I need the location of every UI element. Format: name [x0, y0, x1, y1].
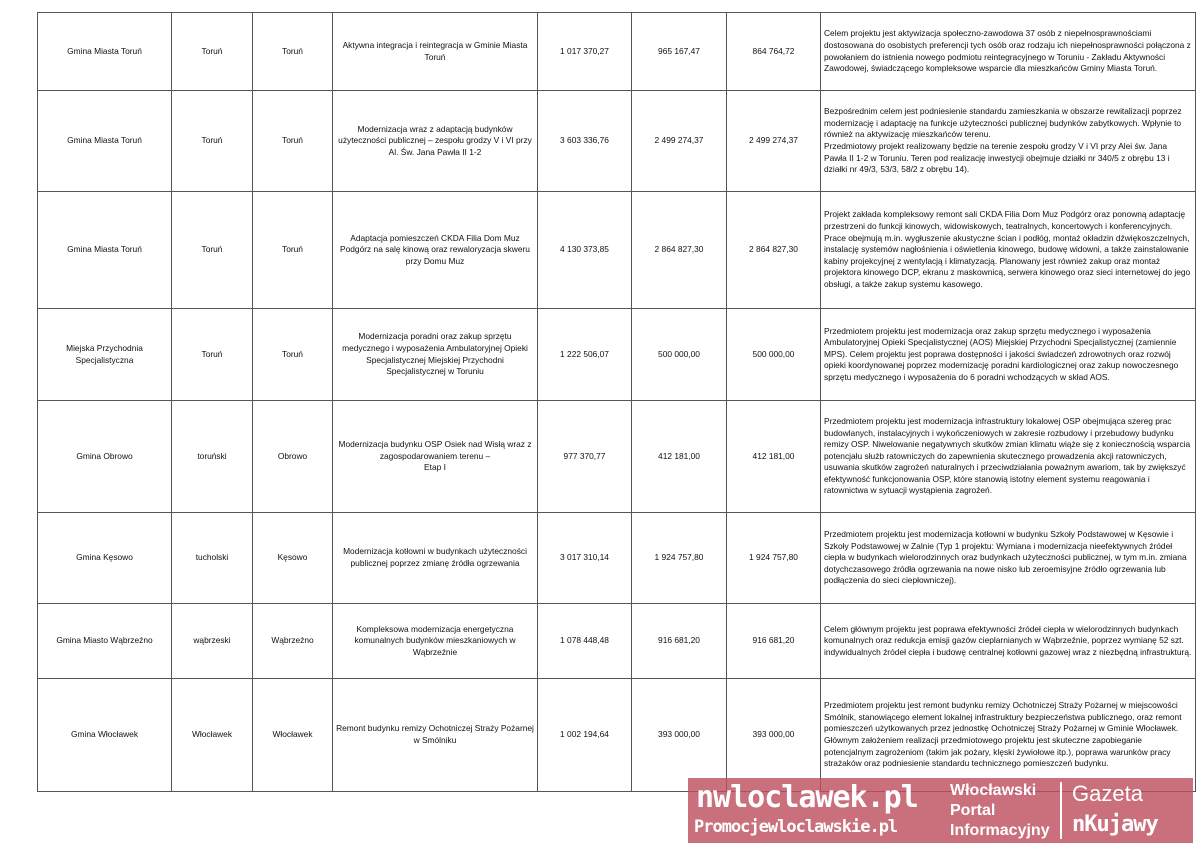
cell-description: Bezpośrednim celem jest podniesienie standardu zamieszkania w obszarze rewitalizacji poprzez modernizację i adaptację na funkcje użyteczności publicznej budynków zabytkowych. Wpłynie to również na aktywizację mieszkańców terenu. Przedmiotowy projekt realizowany będzie na terenie zespołu grodzy V i VI przy Alei św. Jana Pawła II 1-2 w Toruniu. Teren pod realizację inwestycji obejmuje działki nr 340/5 z obrębu 13 i działki nr 49/3, 53/3, 58/2 z obrębu 14).	[821, 91, 1196, 192]
cell-municipality: Toruń	[253, 13, 333, 91]
cell-description: Celem głównym projektu jest poprawa efektywności źródeł ciepła w wielorodzinnych budynkach komunalnych oraz redukcja emisji gazów cieplarnianych w Wąbrzeźnie, poprzez wymianę 52 szt. indywidualnych źródeł ciepła i budowę centralnej kotłowni gazowej wraz z niezbędną infrastrukturą.	[821, 604, 1196, 679]
cell-funding: 393 000,00	[727, 679, 821, 792]
cell-beneficiary: Gmina Włocławek	[38, 679, 172, 792]
cell-total-value: 4 130 373,85	[538, 192, 632, 309]
cell-total-value: 1 002 194,64	[538, 679, 632, 792]
cell-county: wąbrzeski	[172, 604, 253, 679]
cell-description: Projekt zakłada kompleksowy remont sali CKDA Filia Dom Muz Podgórz oraz ponowną adaptację przestrzeni do funkcji kinowych, widowiskowych, teatralnych, koncertowych i konferencyjnych. Prace obejmują m.in. wygłuszenie akustyczne ścian i podłóg, montaż okładzin dźwiękoszczelnych, instalację systemów nagłośnienia i oświetlenia kinowego, budowę widowni, a także zainstalowanie kabiny projekcyjnej z wentylacją i klimatyzacją. Planowany jest również zakup oraz montaż projektora kinowego DCP, ekranu z maskownicą, serwera kinowego oraz sieci internetowej do jego obsługi, a także zakup systemu kasowego.	[821, 192, 1196, 309]
watermark-portal-line3: Informacyjny	[950, 822, 1050, 839]
cell-county: Toruń	[172, 309, 253, 401]
cell-project-title: Modernizacja poradni oraz zakup sprzętu medycznego i wyposażenia Ambulatoryjnej Opieki Specjalistycznej Miejskiej Przychodni Specjalistycznej w Toruniu	[333, 309, 538, 401]
cell-total-value: 3 017 310,14	[538, 513, 632, 604]
table-row	[38, 309, 1196, 401]
cell-total-value: 1 017 370,27	[538, 13, 632, 91]
cell-beneficiary: Gmina Miasta Toruń	[38, 192, 172, 309]
table-row	[38, 401, 1196, 513]
watermark-portal-line1: Włocławski	[950, 782, 1037, 799]
table-row	[38, 513, 1196, 604]
table-row	[38, 192, 1196, 309]
cell-funding: 2 864 827,30	[727, 192, 821, 309]
cell-eligible-costs: 393 000,00	[632, 679, 727, 792]
projects-table	[37, 12, 1196, 792]
watermark-site2: Promocjewloclawskie.pl	[694, 817, 898, 837]
watermark-site: nwloclawek.pl	[696, 780, 918, 815]
cell-eligible-costs: 965 167,47	[632, 13, 727, 91]
cell-eligible-costs: 1 924 757,80	[632, 513, 727, 604]
cell-eligible-costs: 500 000,00	[632, 309, 727, 401]
cell-county: Toruń	[172, 91, 253, 192]
cell-eligible-costs: 2 864 827,30	[632, 192, 727, 309]
cell-municipality: Toruń	[253, 91, 333, 192]
cell-funding: 500 000,00	[727, 309, 821, 401]
cell-municipality: Toruń	[253, 192, 333, 309]
cell-beneficiary: Gmina Miasto Wąbrzeźno	[38, 604, 172, 679]
cell-county: toruński	[172, 401, 253, 513]
cell-description: Celem projektu jest aktywizacja społeczno-zawodowa 37 osób z niepełnosprawnościami dostosowana do osobistych preferencji tych osób oraz rodzaju ich niepełnosprawności połączona z powołaniem do istnienia nowego podmiotu reintegracyjnego w Toruniu - Zakładu Aktywności Zawodowej, świadczącego kompleksowe wsparcie dla mieszkańców Gminy Miasta Toruń.	[821, 13, 1196, 91]
cell-county: Włocławek	[172, 679, 253, 792]
cell-project-title: Modernizacja kotłowni w budynkach użyteczności publicznej poprzez zmianę źródła ogrzewania	[333, 513, 538, 604]
cell-funding: 864 764,72	[727, 13, 821, 91]
cell-county: tucholski	[172, 513, 253, 604]
cell-funding: 916 681,20	[727, 604, 821, 679]
cell-project-title: Remont budynku remizy Ochotniczej Straży Pożarnej w Smólniku	[333, 679, 538, 792]
cell-description: Przedmiotem projektu jest modernizacja kotłowni w budynku Szkoły Podstawowej w Kęsowie i Szkoły Podstawowej w Zalnie (Typ 1 projektu: Wymiana i modernizacja nieefektywnych źródeł ciepła w budynkach wielorodzinnych oraz budynkach użyteczności publicznej, w tym m.in. zmiana dotychczasowego źródła ogrzewania na nowe nisko lub zeroemisyjne źródło ogrzewania lub podłączenia do sieci ciepłowniczej).	[821, 513, 1196, 604]
cell-project-title: Modernizacja wraz z adaptacją budynków użyteczności publicznej – zespołu grodzy V i VI przy Al. Św. Jana Pawła II 1-2	[333, 91, 538, 192]
cell-description: Przedmiotem projektu jest modernizacja infrastruktury lokalowej OSP obejmująca szereg prac budowlanych, instalacyjnych i wykończeniowych w zakresie rozbudowy i przebudowy budynku remizy OSP. Niwelowanie negatywnych skutków zmian klimatu wiąże się z koniecznością wsparcia potencjału służb ratowniczych do zapewnienia skutecznego prowadzenia akcji ratowniczych, usuwania skutków zagrożeń naturalnych i przeciwdziałania poważnym awariom, tak by zwiększyć efektywność funkcjonowania OSP, które stanowią istotny element systemu reagowania i ratownictwa w sytuacji wystąpienia zagrożeń.	[821, 401, 1196, 513]
cell-description: Przedmiotem projektu jest modernizacja oraz zakup sprzętu medycznego i wyposażenia Ambulatoryjnej Opieki Specjalistycznej (AOS) Miejskiej Przychodni Specjalistycznej (zamiennie MPS). Celem projektu jest poprawa dostępności i jakości świadczeń zdrowotnych oraz rozwój opieki koordynowanej poprzez modernizację poradni kardiologicznej oraz zakup nowoczesnego sprzętu medycznego i wyposażenia do 6 poradni wchodzących w skład AOS.	[821, 309, 1196, 401]
cell-beneficiary: Gmina Obrowo	[38, 401, 172, 513]
cell-total-value: 3 603 336,76	[538, 91, 632, 192]
watermark-divider	[1060, 782, 1062, 839]
table-row	[38, 679, 1196, 792]
cell-municipality: Kęsowo	[253, 513, 333, 604]
cell-beneficiary: Gmina Miasta Toruń	[38, 91, 172, 192]
cell-eligible-costs: 916 681,20	[632, 604, 727, 679]
cell-municipality: Wąbrzeźno	[253, 604, 333, 679]
watermark-portal-line2: Portal	[950, 802, 996, 819]
cell-county: Toruń	[172, 13, 253, 91]
cell-beneficiary: Miejska Przychodnia Specjalistyczna	[38, 309, 172, 401]
cell-project-title: Adaptacja pomieszczeń CKDA Filia Dom Muz Podgórz na salę kinową oraz rewaloryzacja skweru przy Domu Muz	[333, 192, 538, 309]
cell-funding: 412 181,00	[727, 401, 821, 513]
watermark-gazeta-line2: nKujawy	[1072, 812, 1158, 837]
cell-total-value: 1 078 448,48	[538, 604, 632, 679]
watermark	[688, 778, 1193, 843]
cell-municipality: Toruń	[253, 309, 333, 401]
cell-beneficiary: Gmina Kęsowo	[38, 513, 172, 604]
cell-municipality: Włocławek	[253, 679, 333, 792]
table-row	[38, 91, 1196, 192]
cell-total-value: 1 222 506,07	[538, 309, 632, 401]
table-row	[38, 13, 1196, 91]
cell-total-value: 977 370,77	[538, 401, 632, 513]
cell-county: Toruń	[172, 192, 253, 309]
cell-eligible-costs: 2 499 274,37	[632, 91, 727, 192]
cell-project-title: Aktywna integracja i reintegracja w Gminie Miasta Toruń	[333, 13, 538, 91]
cell-municipality: Obrowo	[253, 401, 333, 513]
cell-funding: 2 499 274,37	[727, 91, 821, 192]
cell-project-title: Kompleksowa modernizacja energetyczna komunalnych budynków mieszkaniowych w Wąbrzeźnie	[333, 604, 538, 679]
cell-funding: 1 924 757,80	[727, 513, 821, 604]
table-row	[38, 604, 1196, 679]
cell-description: Przedmiotem projektu jest remont budynku remizy Ochotniczej Straży Pożarnej w miejscowości Smólnik, stanowiącego element lokalnej infrastruktury bezpieczeństwa publicznego, oraz remont pomieszczeń użytkowanych przez jednostkę Ochotniczej Straży Pożarnej w Gminie Włocławek. Głównym założeniem realizacji przedmiotowego projektu jest skuteczne zapobieganie potencjalnym zagrożeniom (takim jak pożary, klęski żywiołowe itp.), poprawa warunków pracy strażaków oraz podniesienie standardu technicznego pomieszczeń budynku.	[821, 679, 1196, 792]
cell-eligible-costs: 412 181,00	[632, 401, 727, 513]
cell-beneficiary: Gmina Miasta Toruń	[38, 13, 172, 91]
watermark-gazeta-line1: Gazeta	[1072, 781, 1143, 806]
cell-project-title: Modernizacja budynku OSP Osiek nad Wisłą wraz z zagospodarowaniem terenu – Etap I	[333, 401, 538, 513]
